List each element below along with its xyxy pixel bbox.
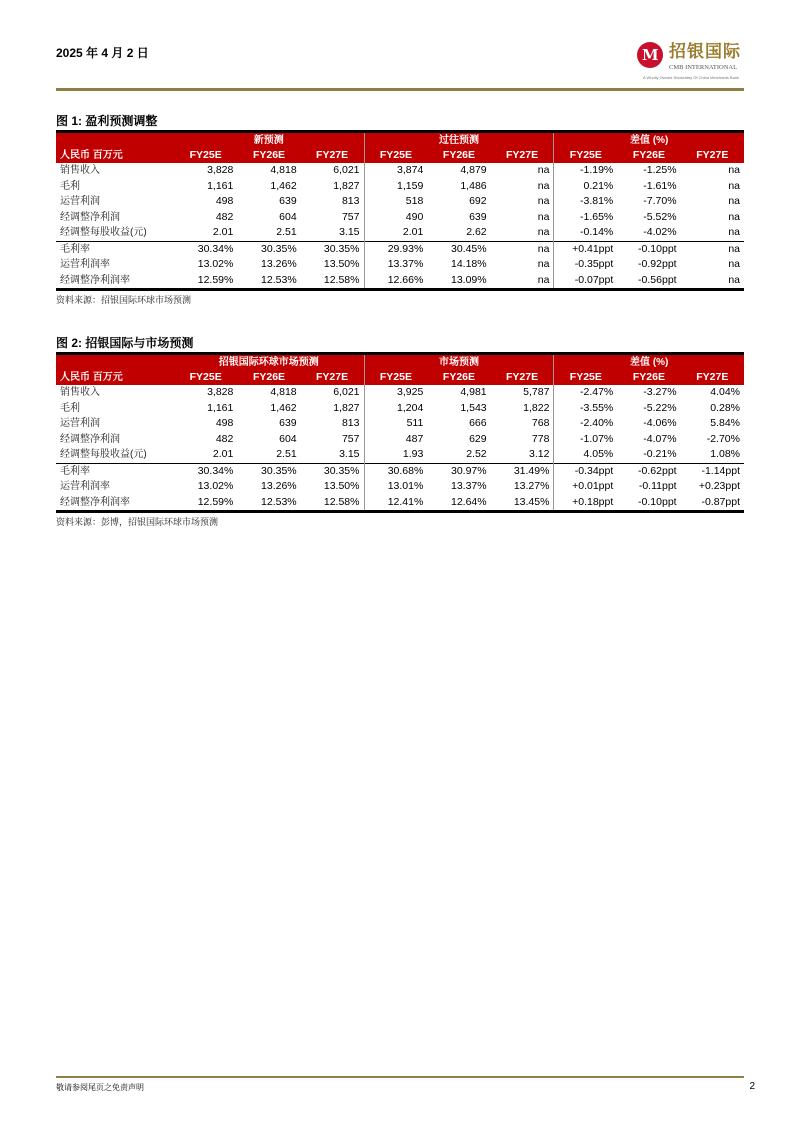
figure1 <box>56 114 744 306</box>
cell-value: -0.92ppt <box>638 258 677 271</box>
year-header: FY26E <box>632 149 665 161</box>
disclaimer-note: 敬请参阅尾页之免责声明 <box>56 1083 144 1092</box>
cell-value: 639 <box>279 417 297 430</box>
row-label: 经调整每股收益(元) <box>60 449 147 461</box>
cell-value: 13.26% <box>261 480 297 493</box>
cell-value: 778 <box>491 432 554 448</box>
cell-value: -0.14% <box>579 226 614 239</box>
page-number: 2 <box>749 1081 755 1092</box>
cell-value: 13.37% <box>387 258 424 271</box>
row-label: 运营利润率 <box>60 259 110 271</box>
column-group-header: 招银国际环球市场预测 <box>174 354 364 371</box>
column-group-header: 市场预测 <box>364 354 554 371</box>
header-blank <box>56 354 174 371</box>
cell-value: 12.59% <box>174 273 237 290</box>
cell-value: 3.12 <box>491 447 554 463</box>
year-header: FY25E <box>189 371 222 383</box>
cell-value: -1.07% <box>579 432 614 445</box>
cell-value: 12.59% <box>174 495 237 512</box>
cell-value: 13.02% <box>197 480 234 493</box>
cell-value: 518 <box>405 195 424 208</box>
cell-value: 1,161 <box>207 401 234 414</box>
cell-value: 487 <box>405 432 424 445</box>
cell-value: 12.58% <box>301 495 364 512</box>
year-header: FY26E <box>442 149 476 161</box>
cell-value: 490 <box>405 210 424 223</box>
cell-value: 511 <box>406 417 424 430</box>
cell-value: 666 <box>469 417 487 430</box>
cell-value: 629 <box>469 432 487 445</box>
row-label: 经调整净利润率 <box>56 273 174 290</box>
cell-value: 30.35% <box>301 463 364 479</box>
logo-cn: 招银国际 <box>669 42 741 62</box>
table-row <box>56 401 744 417</box>
column-group-header: 过往预测 <box>364 132 554 149</box>
figure2-table <box>56 352 744 513</box>
cell-value: 13.26% <box>261 258 297 271</box>
cell-value: 30.68% <box>364 463 427 479</box>
figure1-table <box>56 130 744 291</box>
cell-value: 4,818 <box>270 164 297 177</box>
cell-value: 482 <box>215 210 234 223</box>
cell-value: -3.55% <box>579 401 614 414</box>
year-header: FY25E <box>379 371 412 383</box>
cell-value: 1,462 <box>270 401 297 414</box>
cell-value: 1,462 <box>270 179 297 192</box>
cell-value: -0.07ppt <box>554 273 617 290</box>
cell-value: 3.15 <box>301 447 364 463</box>
cell-value: -0.62ppt <box>617 463 680 479</box>
cell-value: 3,925 <box>397 386 424 399</box>
cell-value: 4.04% <box>710 386 740 399</box>
cell-value: 0.21% <box>583 179 614 192</box>
cell-value: 482 <box>215 432 234 445</box>
cell-value: na <box>491 257 554 273</box>
cell-value: -0.35ppt <box>574 258 614 271</box>
table-row <box>56 241 744 257</box>
table-row <box>56 463 744 479</box>
cell-value: +0.41ppt <box>554 241 617 257</box>
cell-value: 12.66% <box>364 273 427 290</box>
row-label: 销售收入 <box>60 387 100 399</box>
cell-value: 0.28% <box>710 401 740 414</box>
cell-value: 768 <box>491 416 554 432</box>
table-row <box>56 210 744 226</box>
cell-value: 6,021 <box>301 163 364 179</box>
cell-value: na <box>491 225 554 241</box>
cell-value: +0.18ppt <box>554 495 617 512</box>
cell-value: 30.34% <box>174 241 237 257</box>
cell-value: na <box>491 179 554 195</box>
cell-value: 30.35% <box>237 241 300 257</box>
figure1-source: 资料来源：招银国际环球市场预测 <box>56 295 192 305</box>
cell-value: 30.34% <box>174 463 237 479</box>
cell-value: na <box>491 210 554 226</box>
header-blank <box>56 132 174 149</box>
cell-value: -0.10ppt <box>617 241 680 257</box>
cell-value: 1.93 <box>402 448 424 461</box>
figure1-title: 图 1: 盈利预测调整 <box>56 114 158 128</box>
cell-value: na <box>491 273 554 290</box>
cell-value: na <box>681 273 744 290</box>
cell-value: 29.93% <box>364 241 427 257</box>
table-row <box>56 179 744 195</box>
cell-value: 30.97% <box>427 463 490 479</box>
cell-value: 2.51 <box>276 448 297 461</box>
cell-value: na <box>728 179 740 192</box>
cell-value: 2.62 <box>466 226 487 239</box>
cmb-international-logo <box>637 42 757 88</box>
cell-value: -1.61% <box>643 179 677 192</box>
report-date: 2025 年 4 月 2 日 <box>56 46 149 60</box>
cell-value: -5.22% <box>643 401 677 414</box>
footer-rule <box>56 1076 744 1078</box>
row-label: 经调整净利润 <box>60 211 120 223</box>
year-header: FY27E <box>491 148 554 163</box>
year-header: FY25E <box>379 149 412 161</box>
cell-value: -1.25% <box>643 164 677 177</box>
cell-value: na <box>728 210 740 223</box>
cell-value: -4.02% <box>643 226 677 239</box>
cell-value: 6,021 <box>301 385 364 401</box>
cell-value: 4,879 <box>460 164 487 177</box>
cell-value: 12.58% <box>301 273 364 290</box>
year-header: FY27E <box>491 370 554 385</box>
cell-value: na <box>491 241 554 257</box>
cell-value: 2.01 <box>212 448 234 461</box>
cell-value: 13.09% <box>427 273 490 290</box>
cell-value: 13.27% <box>491 479 554 495</box>
table-row <box>56 225 744 241</box>
cell-value: 639 <box>279 195 297 208</box>
table-row <box>56 432 744 448</box>
cell-value: 2.01 <box>402 226 424 239</box>
cell-value: 13.02% <box>197 258 234 271</box>
column-group-header: 差值 (%) <box>630 135 669 146</box>
cell-value: na <box>728 226 740 239</box>
row-label: 经调整净利润率 <box>56 495 174 512</box>
cell-value: 5,787 <box>491 385 554 401</box>
cell-value: 12.53% <box>237 495 300 512</box>
table-row <box>56 194 744 210</box>
cell-value: 692 <box>469 195 487 208</box>
cell-value: 604 <box>279 210 297 223</box>
cell-value: 12.41% <box>364 495 427 512</box>
year-header: FY27E <box>696 149 729 161</box>
cell-value: na <box>681 241 744 257</box>
cell-value: 757 <box>301 210 364 226</box>
cell-value: 1.08% <box>710 448 740 461</box>
cell-value: -4.07% <box>643 432 677 445</box>
cell-value: 13.01% <box>387 480 424 493</box>
header-rule <box>56 88 744 91</box>
cell-value: -2.47% <box>579 386 614 399</box>
cell-value: na <box>728 195 740 208</box>
cell-value: -7.70% <box>643 195 677 208</box>
cell-value: -0.11ppt <box>638 480 677 493</box>
cell-value: 12.64% <box>427 495 490 512</box>
cell-value: 604 <box>279 432 297 445</box>
cell-value: 1,822 <box>491 401 554 417</box>
figure2 <box>56 336 744 528</box>
cell-value: na <box>491 194 554 210</box>
row-label: 运营利润 <box>60 196 100 208</box>
cell-value: 3,874 <box>397 164 424 177</box>
cell-value: 757 <box>301 432 364 448</box>
cell-value: -0.56ppt <box>617 273 680 290</box>
column-group-header: 新预测 <box>174 132 364 149</box>
year-header: FY26E <box>442 371 476 383</box>
cell-value: 1,486 <box>460 179 487 192</box>
cell-value: 14.18% <box>451 258 487 271</box>
cell-value: +0.23ppt <box>698 480 740 493</box>
table-row <box>56 163 744 179</box>
cell-value: -3.27% <box>643 386 677 399</box>
year-header: FY27E <box>301 148 364 163</box>
cell-value: 31.49% <box>491 463 554 479</box>
row-label: 经调整每股收益(元) <box>60 227 147 239</box>
cell-value: 498 <box>215 195 234 208</box>
cell-value: -2.70% <box>706 432 740 445</box>
cell-value: -5.52% <box>643 210 677 223</box>
cell-value: -1.14ppt <box>681 463 744 479</box>
table-row <box>56 385 744 401</box>
cell-value: 3,828 <box>207 386 234 399</box>
year-header: FY25E <box>189 149 222 161</box>
year-header: FY25E <box>569 371 602 383</box>
year-header: FY27E <box>301 370 364 385</box>
cell-value: 30.35% <box>237 463 300 479</box>
cell-value: 5.84% <box>710 417 740 430</box>
cell-value: -0.87ppt <box>681 495 744 512</box>
cell-value: -1.65% <box>579 210 614 223</box>
cell-value: -2.40% <box>579 417 614 430</box>
row-label: 销售收入 <box>60 165 100 177</box>
table-row <box>56 495 744 512</box>
cell-value: 639 <box>469 210 487 223</box>
column-group-header: 差值 (%) <box>630 357 669 368</box>
unit-label: 人民币 百万元 <box>60 150 123 161</box>
row-label: 运营利润率 <box>60 481 110 493</box>
cell-value: 2.52 <box>466 448 487 461</box>
cell-value: 3.15 <box>301 225 364 241</box>
cell-value: -0.34ppt <box>554 463 617 479</box>
row-label: 经调整净利润 <box>60 433 120 445</box>
row-label: 运营利润 <box>60 418 100 430</box>
table-row <box>56 447 744 463</box>
row-label: 毛利率 <box>56 463 174 479</box>
cell-value: -1.19% <box>579 164 614 177</box>
cell-value: 813 <box>301 194 364 210</box>
cell-value: na <box>491 163 554 179</box>
cell-value: 3,828 <box>207 164 234 177</box>
cell-value: 1,543 <box>460 401 487 414</box>
cell-value: 13.37% <box>451 480 487 493</box>
cell-value: -0.21% <box>643 448 677 461</box>
cell-value: 4,818 <box>270 386 297 399</box>
year-header: FY25E <box>569 149 602 161</box>
year-header: FY26E <box>252 371 286 383</box>
cell-value: 30.35% <box>301 241 364 257</box>
cell-value: 12.53% <box>237 273 300 290</box>
figure2-source: 资料来源：彭博，招银国际环球市场预测 <box>56 517 219 527</box>
row-label: 毛利 <box>60 180 80 192</box>
cell-value: 13.45% <box>491 495 554 512</box>
cell-value: na <box>728 258 740 271</box>
table-row <box>56 273 744 290</box>
cell-value: -0.10ppt <box>617 495 680 512</box>
table-row <box>56 257 744 273</box>
year-header: FY26E <box>632 371 665 383</box>
year-header: FY27E <box>696 371 729 383</box>
cell-value: 2.01 <box>212 226 234 239</box>
cell-value: 2.51 <box>276 226 297 239</box>
cell-value: +0.01ppt <box>572 480 614 493</box>
figure2-title: 图 2: 招银国际与市场预测 <box>56 336 194 350</box>
table-row <box>56 479 744 495</box>
table-row <box>56 416 744 432</box>
year-header: FY26E <box>252 149 286 161</box>
cell-value: 1,161 <box>207 179 234 192</box>
cell-value: 13.50% <box>301 479 364 495</box>
cell-value: 813 <box>301 416 364 432</box>
row-label: 毛利 <box>60 402 80 414</box>
cell-value: 4,981 <box>460 386 487 399</box>
cell-value: 13.50% <box>301 257 364 273</box>
cell-value: -4.06% <box>643 417 677 430</box>
unit-label: 人民币 百万元 <box>60 372 123 383</box>
cell-value: 498 <box>215 417 234 430</box>
cell-value: na <box>728 164 740 177</box>
cell-value: 1,827 <box>301 179 364 195</box>
cell-value: -3.81% <box>579 195 614 208</box>
cmb-logo-icon: M <box>637 42 663 68</box>
cell-value: 1,159 <box>397 179 424 192</box>
logo-en: CMB INTERNATIONAL <box>669 64 738 71</box>
cell-value: 1,827 <box>301 401 364 417</box>
cell-value: 4.05% <box>583 448 614 461</box>
cell-value: 30.45% <box>427 241 490 257</box>
row-label: 毛利率 <box>56 241 174 257</box>
logo-sub: A Wholly Owned Subsidiary Of China Merchants Bank <box>643 75 740 80</box>
cell-value: 1,204 <box>397 401 424 414</box>
